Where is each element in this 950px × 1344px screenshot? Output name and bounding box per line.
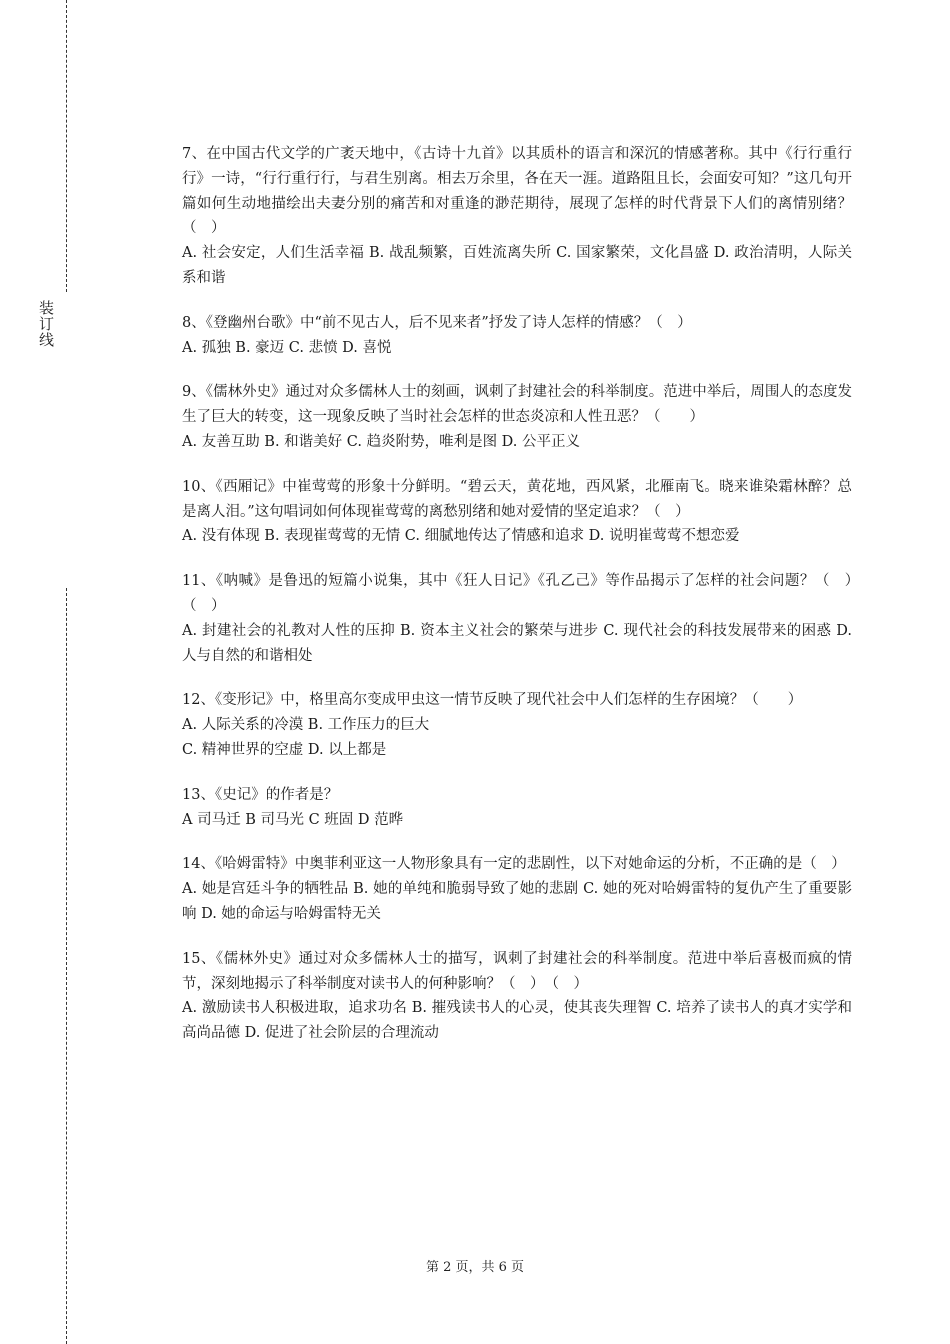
- question-15: [182, 947, 852, 1046]
- binding-line-top: [66, 0, 67, 292]
- question-options: A. 人际关系的冷漠 B. 工作压力的巨大: [182, 717, 430, 734]
- question-text: 13、《史记》的作者是？: [182, 786, 339, 803]
- question-options: C. 精神世界的空虚 D. 以上都是: [182, 741, 387, 758]
- question-13: [182, 783, 852, 833]
- binding-label: 装订线: [37, 300, 55, 348]
- question-options: A 司马迁 B 司马光 C 班固 D 范晔: [182, 811, 404, 828]
- question-options: A. 社会安定，人们生活幸福 B. 战乱频繁，百姓流离失所 C. 国家繁荣，文化昌盛 D. 政治清明，人际关系和谐: [182, 245, 852, 286]
- question-text: 15、《儒林外史》通过对众多儒林人士的描写，讽刺了封建社会的科举制度。范进中举后喜极而疯的情节，深刻地揭示了科举制度对读书人的何种影响？（ ） （ ）: [182, 950, 852, 992]
- question-options: A. 友善互助 B. 和谐美好 C. 趋炎附势，唯利是图 D. 公平正义: [182, 433, 581, 450]
- question-9: [182, 380, 852, 454]
- question-text: 9、《儒林外史》通过对众多儒林人士的刻画，讽刺了封建社会的科举制度。范进中举后，周围人的态度发生了巨大的转变，这一现象反映了当时社会怎样的世态炎凉和人性丑恶？（ ）: [182, 384, 852, 426]
- question-12: [182, 688, 852, 762]
- question-text: 8、《登幽州台歌》中“前不见古人，后不见来者”抒发了诗人怎样的情感？（ ）: [182, 314, 692, 331]
- question-text: 12、《变形记》中，格里高尔变成甲虫这一情节反映了现代社会中人们怎样的生存困境？（ ）: [182, 692, 803, 709]
- question-text: 14、《哈姆雷特》中奥菲利亚这一人物形象具有一定的悲剧性，以下对她命运的分析，不正确的是（ ）: [182, 856, 846, 873]
- question-options: A. 封建社会的礼教对人性的压抑 B. 资本主义社会的繁荣与进步 C. 现代社会的科技发展带来的困惑 D. 人与自然的和谐相处: [182, 622, 852, 664]
- question-text: 10、《西厢记》中崔莺莺的形象十分鲜明。“碧云天，黄花地，西风紧，北雁南飞。晓来谁染霜林醉？总是离人泪。”这句唱词如何体现崔莺莺的离愁别绪和她对爱情的坚定追求？（ ）: [182, 478, 852, 520]
- question-text: 11、《呐喊》是鲁迅的短篇小说集，其中《狂人日记》《孔乙己》等作品揭示了怎样的社会问题？（ ） （ ）: [182, 573, 867, 614]
- question-list: [182, 142, 867, 1066]
- question-7: [182, 142, 852, 291]
- question-options: A. 没有体现 B. 表现崔莺莺的无情 C. 细腻地传达了情感和追求 D. 说明崔莺莺不想恋爱: [182, 528, 740, 545]
- binding-line-bottom: [66, 588, 67, 1344]
- question-8: [182, 311, 852, 361]
- question-11: [182, 569, 867, 668]
- question-10: [182, 475, 852, 549]
- question-options: A. 她是宫廷斗争的牺牲品 B. 她的单纯和脆弱导致了她的悲剧 C. 她的死对哈姆雷特的复仇产生了重要影响 D. 她的命运与哈姆雷特无关: [182, 881, 852, 922]
- question-text: 7、在中国古代文学的广袤天地中，《古诗十九首》以其质朴的语言和深沉的情感著称。其中《行行重行行》一诗，“行行重行行，与君生别离。相去万余里，各在天一涯。道路阻且长，会面安可知？”这几句开篇如何生动地描绘出夫妻分别的痛苦和对重逢的渺茫期待，展现了怎样的时代背景下人们的离情别绪？（ ）: [182, 146, 852, 237]
- question-options: A. 激励读书人积极进取，追求功名 B. 摧残读书人的心灵，使其丧失理智 C. 培养了读书人的真才实学和高尚品德 D. 促进了社会阶层的合理流动: [182, 1000, 852, 1042]
- question-options: A. 孤独 B. 豪迈 C. 悲愤 D. 喜悦: [182, 339, 392, 356]
- question-14: [182, 852, 852, 926]
- page-number: 第 2 页，共 6 页: [425, 1260, 525, 1275]
